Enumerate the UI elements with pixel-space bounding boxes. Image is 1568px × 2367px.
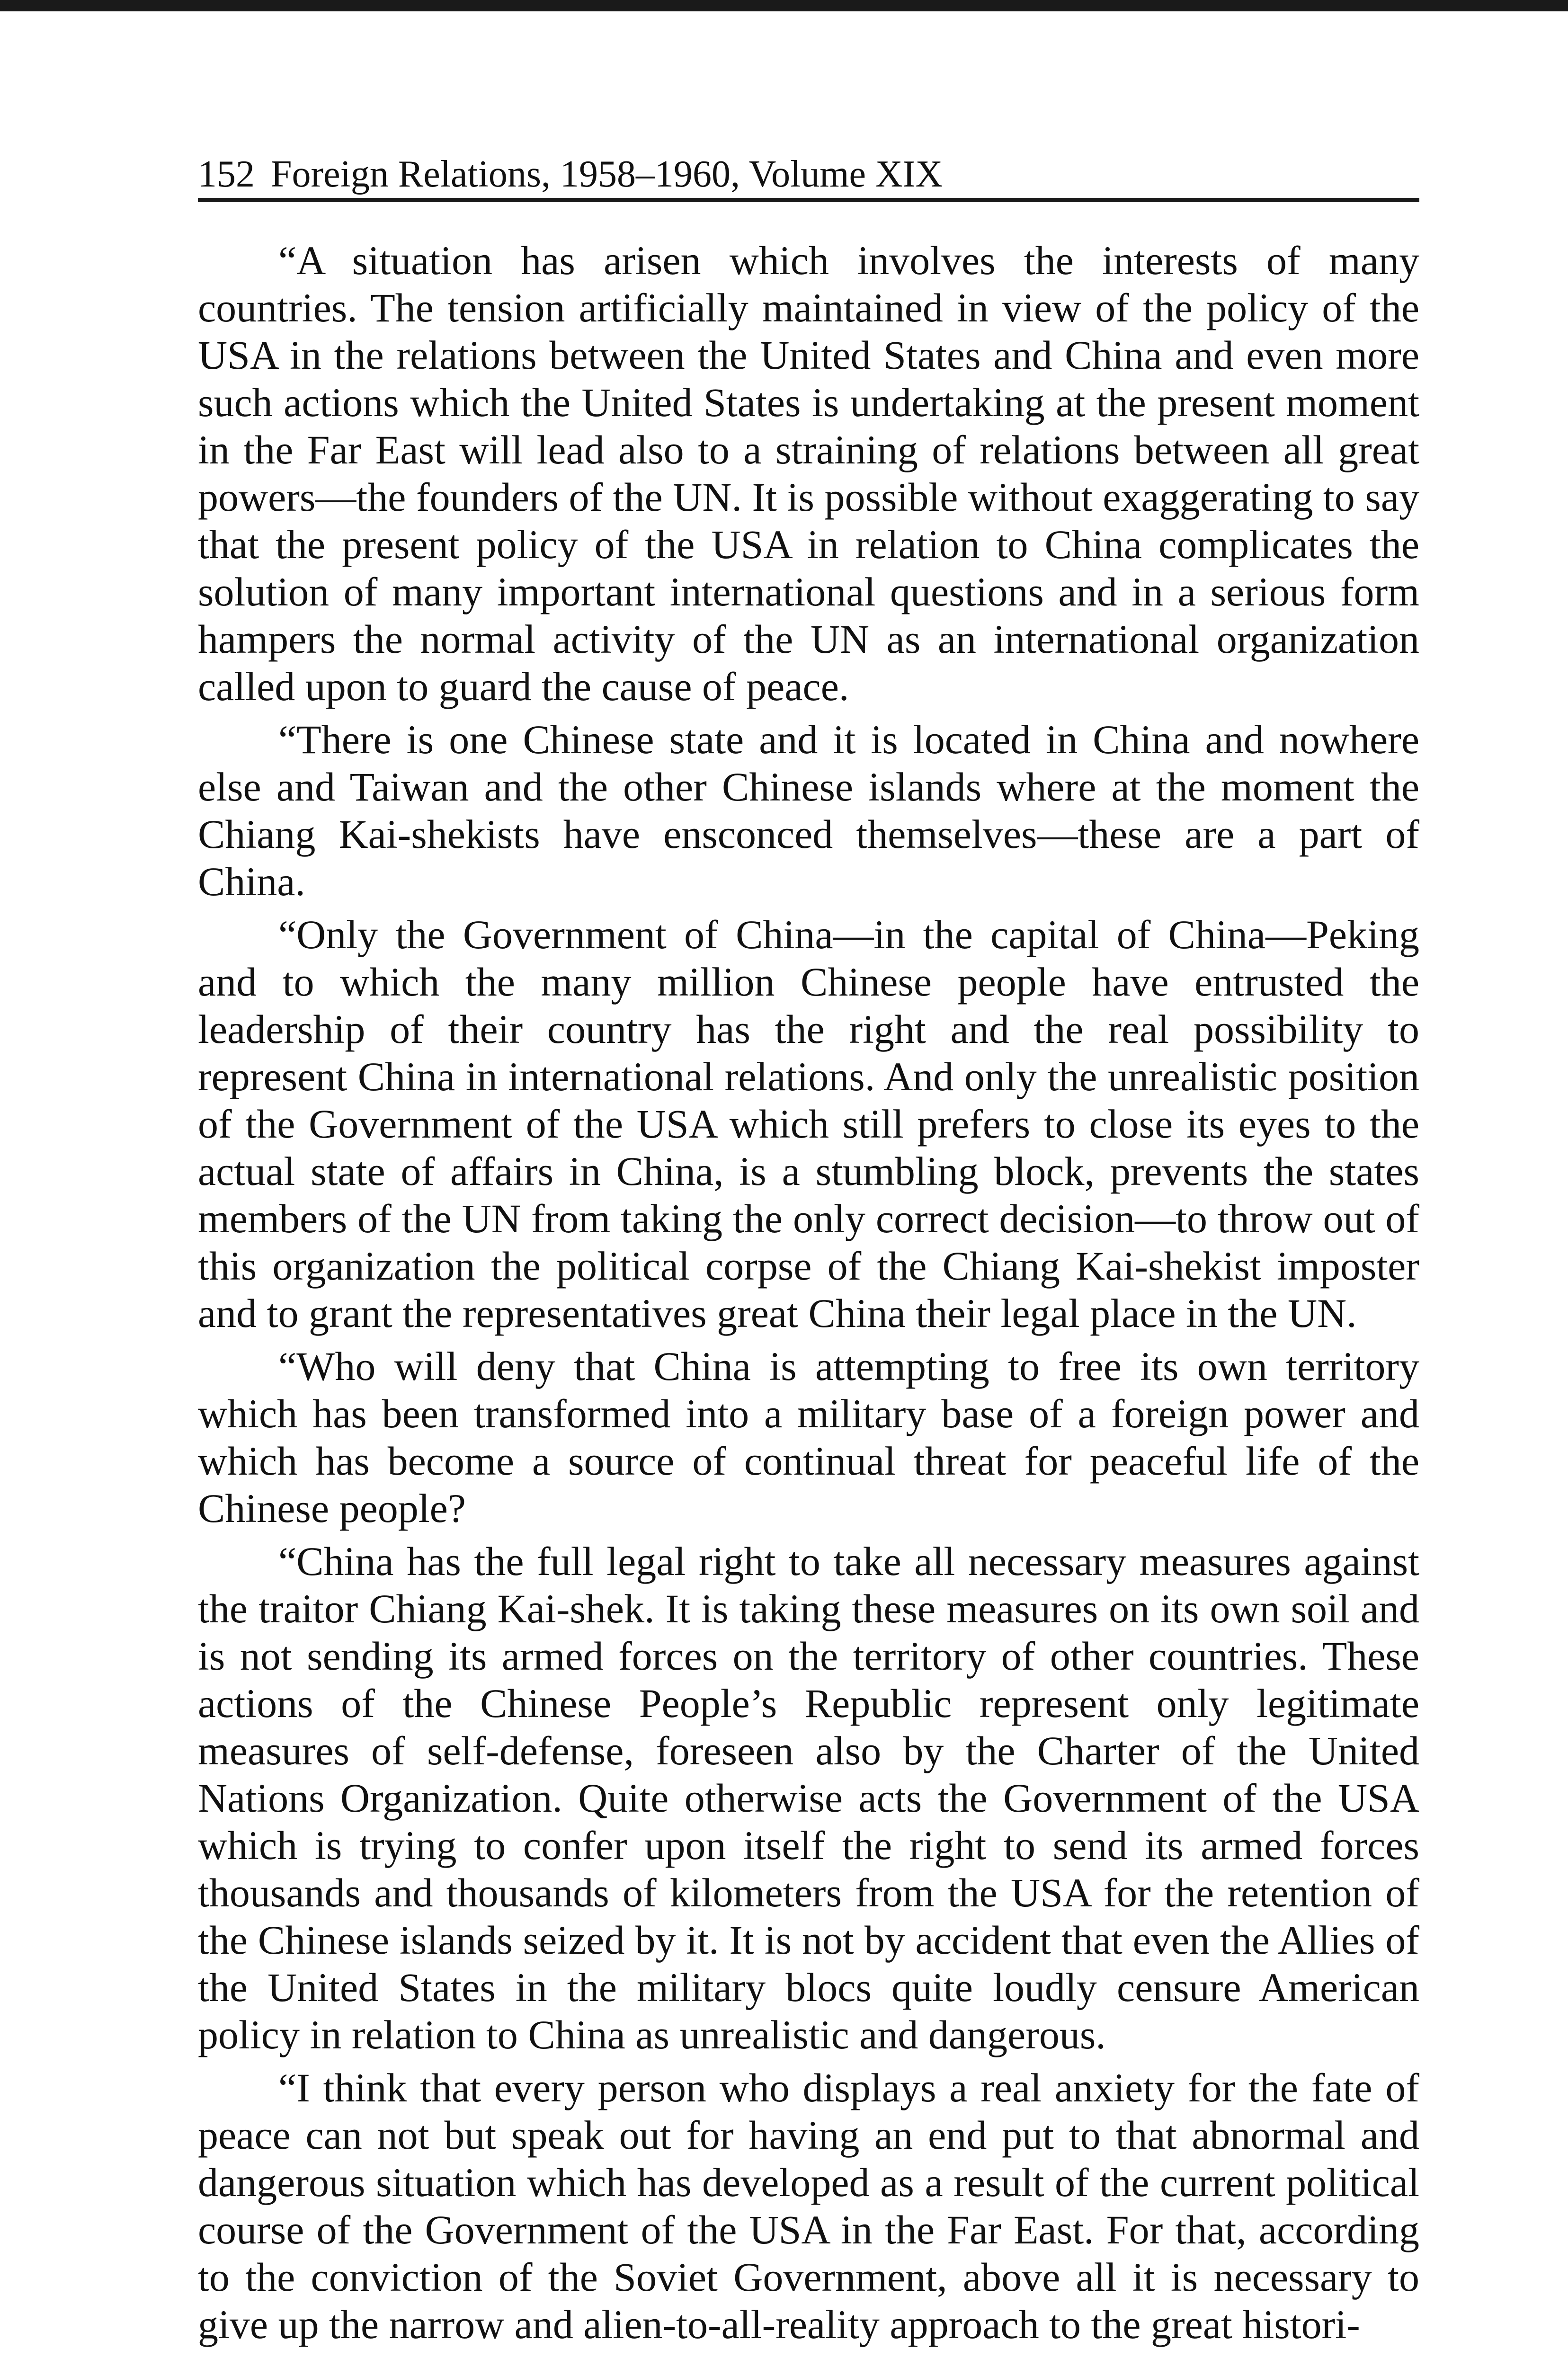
paragraph: “There is one Chinese state and it is located in China and nowhere else and Taiwan and the other Chinese islands where at the moment the Chiang Kai-shekists have ensconced themselves—these are a part of China. <box>198 717 1419 904</box>
paragraph: “Only the Government of China—in the capital of China—Peking and to which the many million Chinese people have entrusted the leadership of their country has the right and the real possibility to represent China in international relations. And only the unrealistic position of the Government of the USA which still prefers to close its eyes to the actual state of affairs in China, is a stumbling block, prevents the states members of the UN from taking the only correct decision—to throw out of this organization the political corpse of the Chiang Kai-shekist imposter and to grant the representatives great China their legal place in the UN. <box>198 912 1419 1336</box>
header-rule <box>198 198 1419 202</box>
running-header <box>198 151 1419 198</box>
paragraph: “I think that every person who displays a real anxiety for the fate of peace can not but speak out for having an end put to that abnormal and dangerous situation which has developed as a result of the current political course of the Government of the USA in the Far East. For that, according to the conviction of the Soviet Government, above all it is necessary to give up the narrow and alien-to-all-reality approach to the great histori- <box>198 2065 1419 2347</box>
paragraph: “China has the full legal right to take all necessary measures against the traitor Chiang Kai-shek. It is taking these measures on its own soil and is not sending its armed forces on the territory of other countries. These actions of the Chinese People’s Republic represent only legitimate measures of self-defense, foreseen also by the Charter of the United Nations Organization. Quite otherwise acts the Government of the USA which is trying to confer upon itself the right to send its armed forces thousands and thousands of kilometers from the USA for the retention of the Chinese islands seized by it. It is not by accident that even the Allies of the United States in the military blocs quite loudly censure American policy in relation to China as unrealistic and dangerous. <box>198 1539 1419 2057</box>
paragraph: “Who will deny that China is attempting to free its own territory which has been transformed into a military base of a foreign power and which has become a source of continual threat for peaceful life of the Chinese people? <box>198 1344 1419 1531</box>
document-body <box>198 237 1419 2354</box>
page-top-edge <box>0 0 1568 11</box>
paragraph: “A situation has arisen which involves the interests of many countries. The tension artificially maintained in view of the policy of the USA in the relations between the United States and China and even more such actions which the United States is undertaking at the present moment in the Far East will lead also to a straining of relations between all great powers—the founders of the UN. It is possible without exaggerating to say that the present policy of the USA in relation to China complicates the solution of many important international questions and in a serious form hampers the normal activity of the UN as an international organization called upon to guard the cause of peace. <box>198 238 1419 709</box>
page-number: 152 <box>198 153 255 195</box>
running-title: Foreign Relations, 1958–1960, Volume XIX <box>271 153 943 195</box>
